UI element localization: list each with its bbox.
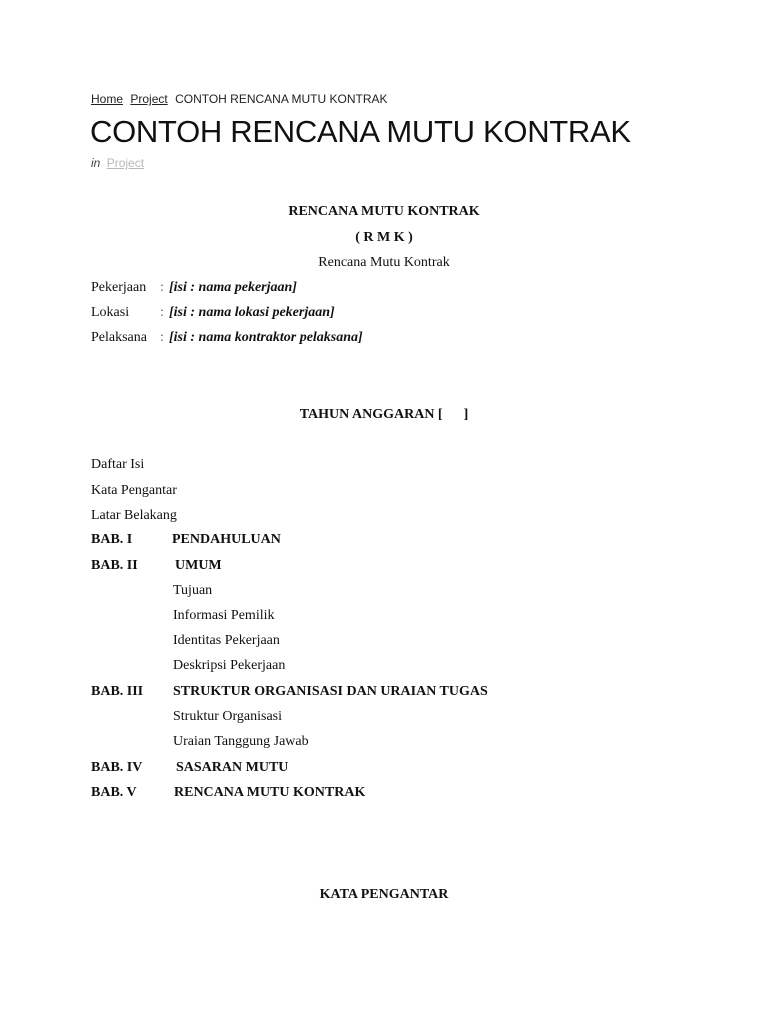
field-colon: : (160, 280, 164, 295)
field-colon: : (160, 305, 164, 320)
breadcrumb-project-link[interactable]: Project (130, 92, 168, 106)
field-label-lokasi: Lokasi (91, 305, 130, 320)
chapter-title: PENDAHULUAN (172, 532, 281, 547)
doc-heading-abbrev: ( R M K ) (355, 230, 413, 245)
page-title: CONTOH RENCANA MUTU KONTRAK (90, 114, 631, 149)
chapter-number: BAB. V (91, 785, 137, 800)
doc-subheading: Rencana Mutu Kontrak (318, 255, 450, 270)
field-label-pekerjaan: Pekerjaan (91, 280, 147, 295)
chapter-title: RENCANA MUTU KONTRAK (174, 785, 366, 800)
kata-pengantar-heading: KATA PENGANTAR (319, 887, 449, 902)
doc-heading: RENCANA MUTU KONTRAK (288, 204, 480, 219)
field-colon: : (160, 330, 164, 345)
field-label-pelaksana: Pelaksana (91, 330, 147, 345)
breadcrumb-home-link[interactable]: Home (91, 92, 124, 106)
chapter-title: UMUM (175, 558, 222, 573)
chapter-subitem: Deskripsi Pekerjaan (173, 658, 286, 673)
chapter-title: SASARAN MUTU (176, 760, 289, 775)
toc-item: Latar Belakang (91, 508, 177, 523)
chapter-title: STRUKTUR ORGANISASI DAN URAIAN TUGAS (173, 684, 488, 699)
toc-item: Kata Pengantar (91, 483, 177, 498)
chapter-subitem: Uraian Tanggung Jawab (173, 734, 309, 749)
toc-item: Daftar Isi (91, 457, 145, 472)
chapter-number: BAB. III (91, 684, 144, 699)
chapter-subitem: Identitas Pekerjaan (173, 633, 280, 648)
chapter-number: BAB. IV (91, 760, 143, 775)
category-prefix: in (91, 156, 101, 170)
category-project-link[interactable]: Project (106, 156, 145, 170)
chapter-subitem: Informasi Pemilik (173, 608, 275, 623)
field-value-pelaksana: [isi : nama kontraktor pelaksana] (169, 330, 363, 345)
field-value-lokasi: [isi : nama lokasi pekerjaan] (169, 305, 335, 320)
chapter-subitem: Struktur Organisasi (173, 709, 283, 724)
field-value-pekerjaan: [isi : nama pekerjaan] (169, 280, 297, 295)
chapter-subitem: Tujuan (173, 583, 213, 598)
chapter-number: BAB. I (91, 532, 133, 547)
chapter-number: BAB. II (91, 558, 138, 573)
tahun-anggaran: TAHUN ANGGARAN [ ] (299, 407, 469, 422)
breadcrumb-current: CONTOH RENCANA MUTU KONTRAK (175, 92, 388, 106)
